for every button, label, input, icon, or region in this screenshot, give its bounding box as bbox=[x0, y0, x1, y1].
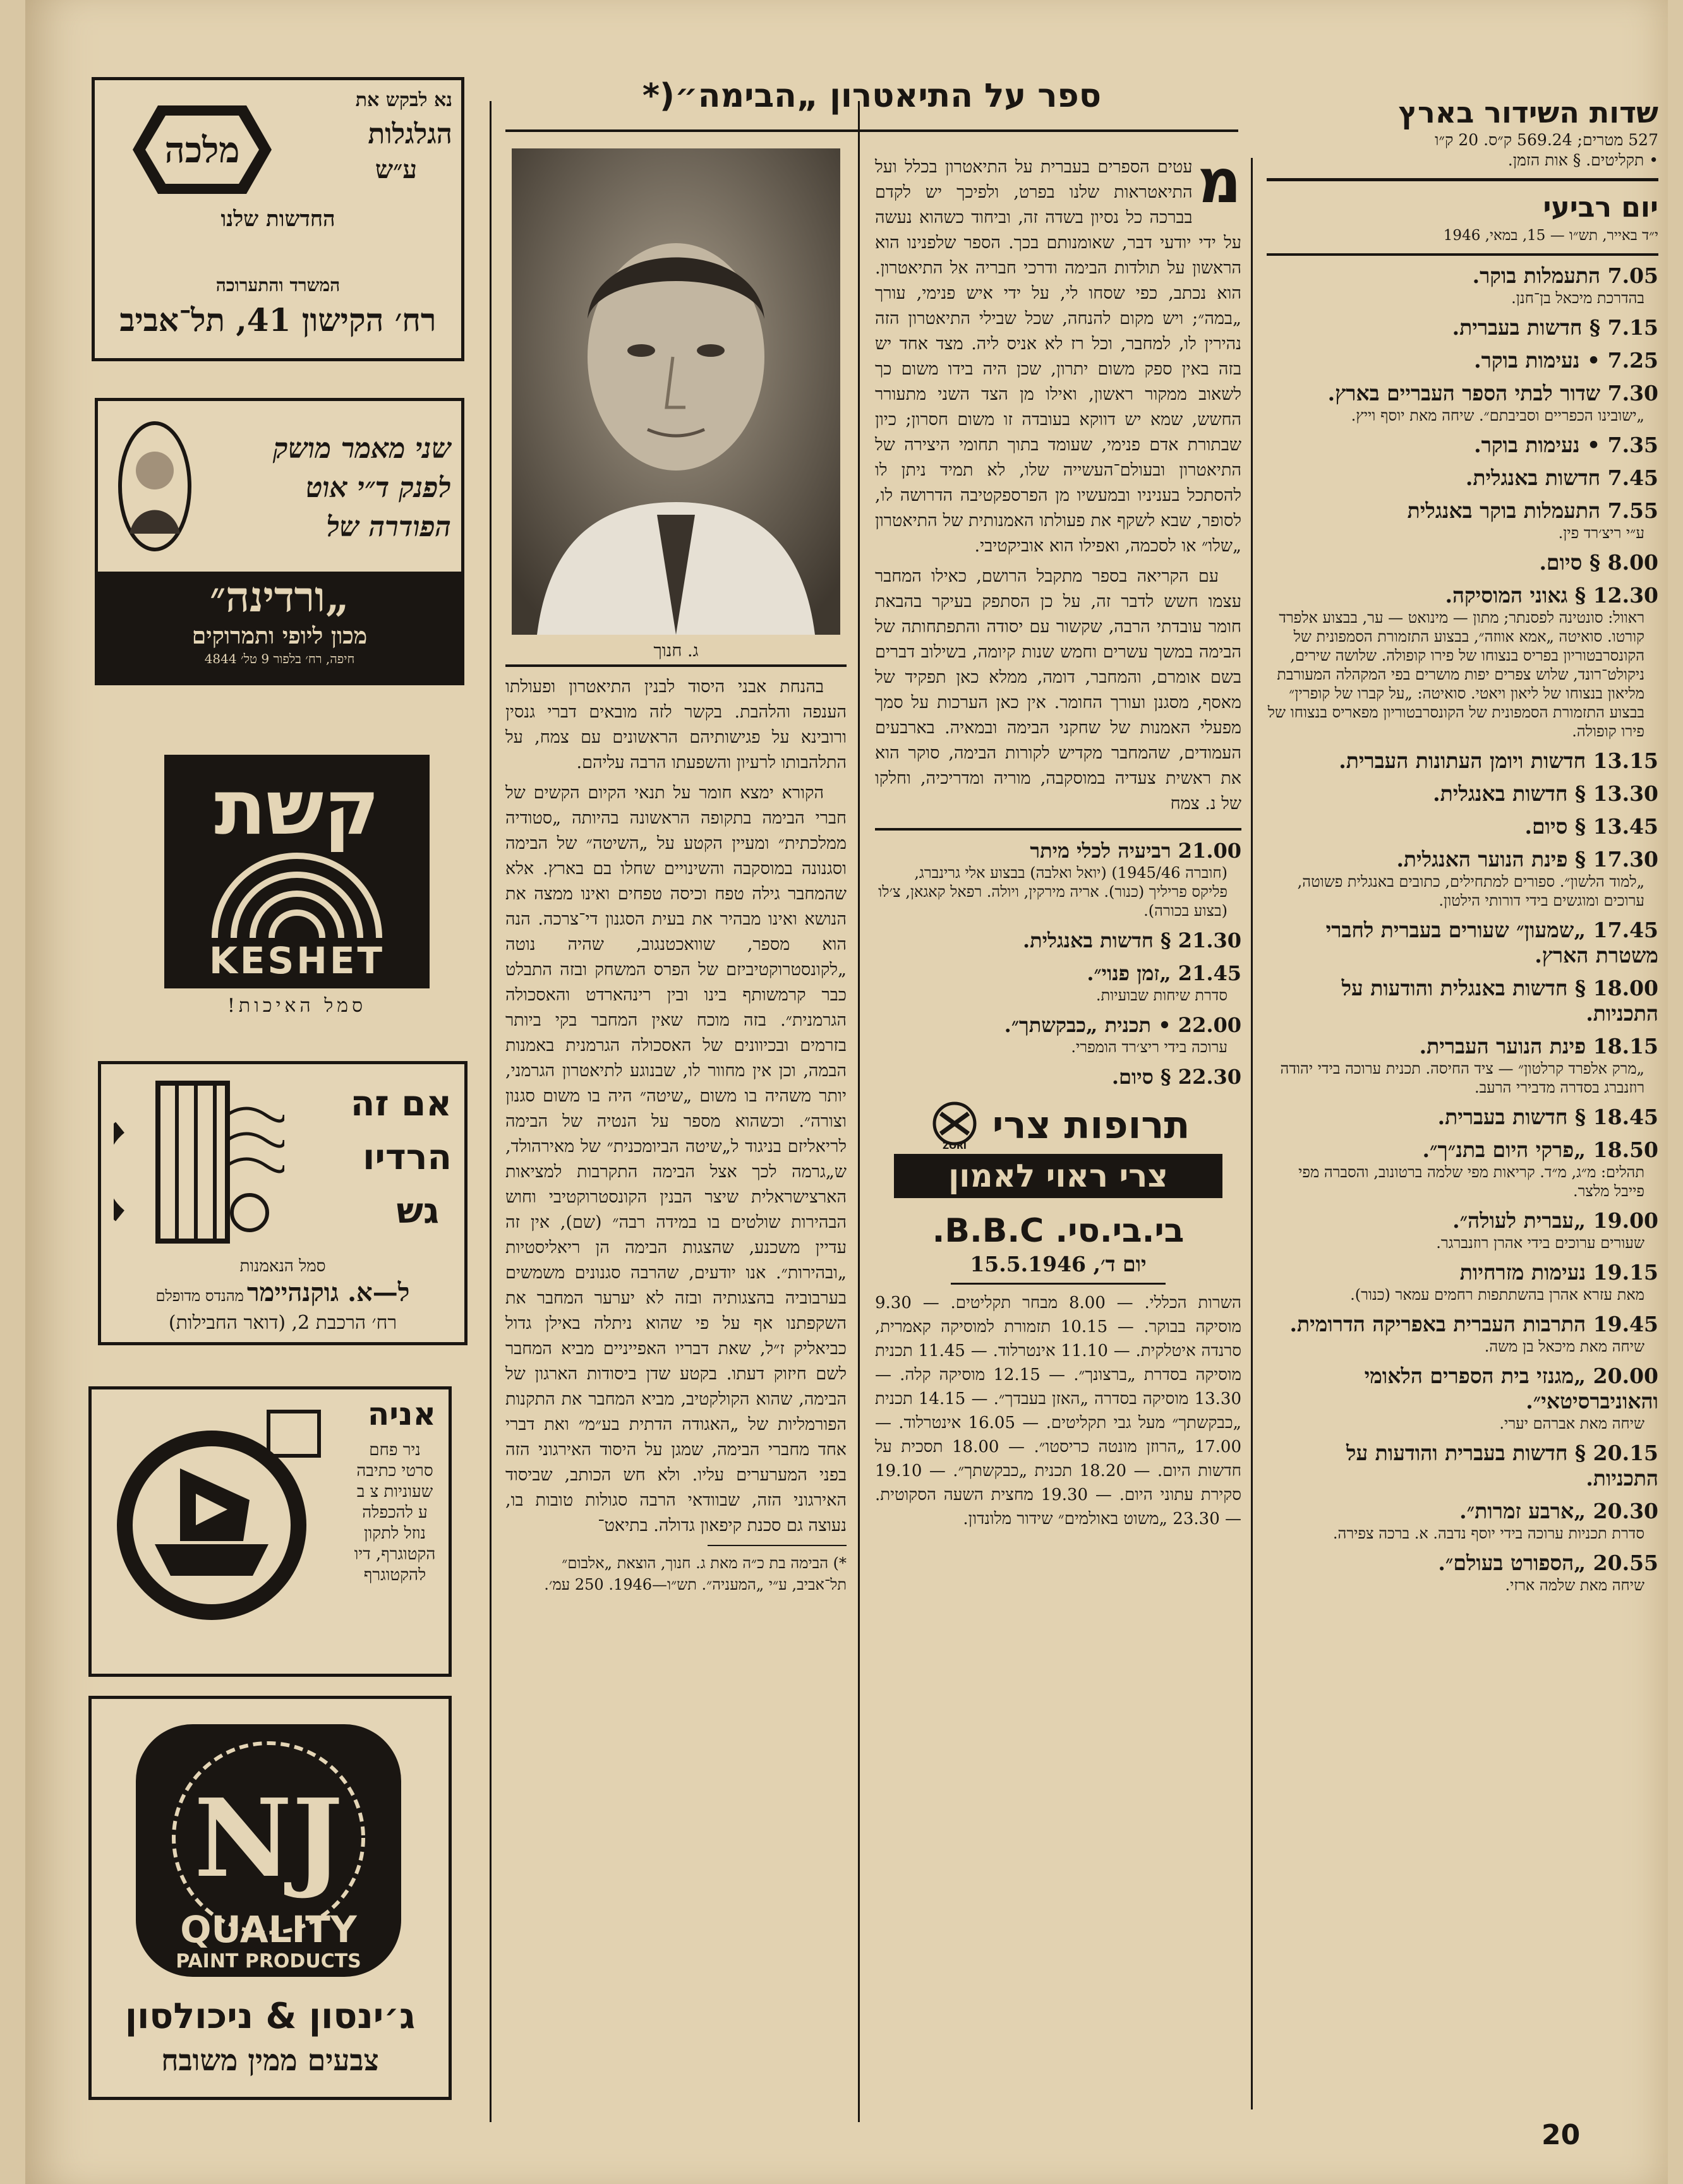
program-item bbox=[875, 961, 1241, 1005]
program-item bbox=[1267, 1137, 1658, 1201]
zori-logo-icon bbox=[927, 1101, 982, 1150]
schedule-title: שדות השידור בארץ bbox=[1398, 95, 1658, 129]
program-title: 20.30 „ארבע זמרות״. bbox=[1459, 1499, 1658, 1523]
zori-badge: ZORI bbox=[942, 1141, 967, 1150]
program-title: 17.30 § פינת הנוער האנגלית. bbox=[1396, 847, 1658, 872]
verdina-line1: שני מאמר מושק bbox=[273, 433, 451, 465]
verdina-line2: לפנק ד״י אוט bbox=[305, 472, 451, 504]
program-description: ע״י ריצ׳רד פין. bbox=[1558, 524, 1644, 542]
program-description: שיחה מאת מיכאל בן משה. bbox=[1484, 1338, 1644, 1355]
program-item bbox=[1267, 1260, 1658, 1304]
program-item bbox=[1267, 1551, 1658, 1595]
program-item bbox=[1267, 748, 1658, 774]
program-title: 22.30 § סיום. bbox=[1111, 1065, 1241, 1089]
schedule-column bbox=[1267, 95, 1658, 1595]
program-item bbox=[1267, 814, 1658, 839]
radio-icon bbox=[114, 1077, 284, 1254]
program-title: 7.35 • נעימות בוקר. bbox=[1474, 433, 1658, 457]
program-description: שיחה מאת אברהם יערי. bbox=[1499, 1415, 1644, 1432]
radio-line1: אם זה bbox=[350, 1083, 452, 1124]
program-description: „מרק אלפרד קרלטון״ — ציד החיסה. תכנית ערוכה בידי יהודה רוזנברג בסדרה מדבירי הרעב. bbox=[1280, 1060, 1644, 1096]
program-title: 7.30 שדור לבתי הספר העבריים בארץ. bbox=[1327, 381, 1658, 405]
malka-line1: נא לבקש את bbox=[355, 89, 452, 111]
radio-address: רח׳ הרכבת 2, (דואר החבילות) bbox=[168, 1312, 397, 1334]
program-title: 21.45 „זמן פנוי״. bbox=[1087, 961, 1241, 985]
program-item bbox=[1267, 263, 1658, 308]
malka-address: רח׳ הקישון 41, תל־אביב bbox=[119, 301, 437, 339]
radio-agency: סמל הנאמנות bbox=[239, 1257, 326, 1276]
program-item bbox=[1267, 918, 1658, 968]
program-title: 7.25 • נעימות בוקר. bbox=[1474, 348, 1658, 373]
quality-logo-icon bbox=[130, 1718, 407, 1983]
program-item bbox=[1267, 1208, 1658, 1252]
program-item bbox=[1267, 1499, 1658, 1543]
newspaper-page bbox=[25, 0, 1668, 2184]
article-para: הקורא ימצא חומר על תנאי הקיום הקשים של חברי הבימה בתקופה הראשונה בהיותה „סטודיה ממלכתית״ ומעיין הקטע על „השיטה״ של הבימה וסגנונה במוסקבה והשינויים שחלו בם בארץ. אלא שהמחבר גילה טפח וכיסה טפחים ואינו ממצה את הנושא ואינו מבהיר את בעית הסגנון די־צרכה. הנה הוא מספר, שוואכטנגוב, שהיה נוטה „לקונסטרוקטיביזם של הפרס המשחק ובזה התבלט כבר קרמשותף בינו ובין רינהארדט והאסכולה הגרמנית״. בזה מוכח שאין המחבר בקי ביותר בזרמים ובכיוונים של האסכולה הגרמנית באמנות הבמה, וכן אין מחוור לו, שבנוגע לתיאטרון הגרמני, יותר משהיה בו משום „שיטה״ היה בו משום סגנון וצורה״. וכשהוא מספר על הנטיה של הבימה לריאליזם בניגוד ל„שיטה הביומכנית״ של מאירהולד, ש„גרמה לכך אצל הבימה התקרבות למציאות הארצישראלית שיצר הבנין הקונסטרוקטיבי וחוש הבהירות שולטים בו במידה רבה״ (שם), אין זה עדיין משכנע, שהצגות הבימה הן ריאליסטיות „ובהירות״. אנו יודעים, שהרבה סגנונים משמשים בערבוביה בהצגותיה ובזה לא יערער המחבר את השקפתנו אף על פי שהוא ניתלה באילן גדול כביאליק ז״ל, שאת דבריו האפייניים מביא המחבר לשם חיזוק דעתו. בקטע שדן ביסודות הארגון של הבימה, שהוא הקולקטיב, מביא המחבר את התקנות הפורמליות של „האגודה הדתית בע״מ״ ואת דברי אחד מחברי הבימה, שמגן על היסוד האירגוני הזה בפני המערערים עליו. ולא חש הכותב, שביסוד האירגוני הזה, שבוודאי הרבה סגולות טובות בו, נעוצה גם סכנת קיפאון גדולה. בתיאט־ bbox=[505, 783, 847, 1535]
author-photo bbox=[512, 148, 840, 635]
quality-word: QUALITY bbox=[180, 1908, 357, 1951]
article-para: עם הקריאה בספר מתקבל הרושם, כאילו המחבר עצמו חשש לדבר זה, על כן הסתפק בעיקר בהבאת חומר עובדתי הרבה, שקשור עם יסודה והתפתחותה של הבימה במשך עשרים וחמש שנות קיומה, בשילוב דברים בשם אומרם, והמחבר, דומה, ממלא כאן תפקיד של מאסף, מסגנן ועורך החומר. אין כאן הערכות על סמך מפעלי האמנות של שחקני הבימה ובמאיה. בארבעים העמודים, שהמחבר מקדיש לקורות הבימה, סוקר הוא את ראשית צעדיה במוסקבה, מוריה ומדריכיה, וחלקו של נ. צמח bbox=[875, 567, 1241, 813]
zori-ad bbox=[875, 1101, 1241, 1198]
bbc-schedule: השרות הכללי. — 8.00 מבחר תקליטים. — 9.30 מוסיקה בבוקר. — 10.15 תזמורת למוסיקה קאמרית, סרנדה איטלקית. — 11.10 אינטרלוד. — 11.45 תכנית מוסיקה בסדרת „ברצונך״. — 12.15 מוסיקה קלה. — 13.30 מוסיקה בסדרה „האזן בעבדך״. — 14.15 תכנית „כבקשתך״ מעל גבי תקליטים. — 16.05 אינטרלוד. — 17.00 „הרוזן מונטה כריסטו״. — 18.00 תסכית על חדשות היום. — 18.20 תכנית „כבקשתך״. — 19.10 סקירת עתוני היום. — 19.30 מחצית השעה הסקוטית. — 23.30 „משוט באולמים״ שידור מלונדון. bbox=[875, 1293, 1242, 1528]
program-title: 13.30 § חדשות באנגלית. bbox=[1433, 781, 1658, 806]
program-title: 20.15 § חדשות בעברית והודעות על התכניות. bbox=[1346, 1441, 1658, 1491]
malka-logo-icon bbox=[120, 93, 284, 207]
program-title: 21.00 רביעיה לכלי מיתר bbox=[1030, 839, 1241, 863]
program-description: (חוברה 1945/46) (יואל ואלבה) בבצוע אלי גרינברג, פליקס פריליך (כנור). אריה מירקין, ויולה. רפאל קאגאן, צ׳לו (בצוע בכורה). bbox=[878, 864, 1228, 920]
program-title: 19.00 „עברית לעולה״. bbox=[1452, 1208, 1658, 1233]
program-description: מאת עזרא אהרן בהשתתפות רחמים עמאר (כנור). bbox=[1350, 1286, 1644, 1304]
program-title: 19.15 נעימות מזרחיות bbox=[1459, 1260, 1658, 1285]
verdina-banner bbox=[98, 572, 461, 682]
program-description: „למוד הלשון״. ספורים למתחילים, כתובים באנגלית פשוטה, ערוכים ומוגשים בידי דורותי הילטון. bbox=[1297, 873, 1644, 909]
program-title: 7.05 התעמלות בוקר. bbox=[1472, 263, 1658, 288]
ania-ad bbox=[88, 1386, 452, 1677]
radio-line2: הרדיו bbox=[363, 1137, 452, 1178]
program-description: סדרת תכניות ערוכה בידי יוסף נדבה. א. ברכה צפירה. bbox=[1332, 1525, 1644, 1542]
program-item bbox=[1267, 315, 1658, 340]
malka-line4: החדשות שלנו bbox=[220, 207, 335, 232]
radio-dealer-name: ל—א. גוקנהיימר bbox=[247, 1278, 410, 1307]
quality-company-name: ג׳ינסון & ניכולסון bbox=[124, 1996, 416, 2037]
verdina-sub: מכון ליופי ותמרוקים bbox=[191, 623, 368, 649]
program-description: ראוול: סונטינה לפסנתר; מתון — מינואט — ער, בבצוע אלפרד קורטו. סואיטה „אמא אווזה״, בבצוע התזמורת הסמפונית של הקונסרבטוריון בפריס בנצוחו של פירו קופולה. שלושה שירים, ניקולט־רונד, שלוש צפרים יפות מושרים בפי המקהלה המעורבת מליאון בנצוחו של ליאון ויאטי. סואיטה: „על קברו של קופרין״ בבצוע התזמורת הסמפונית של הקונסרבטוריון מפאריס בנצוחו של פירו קופולה. bbox=[1267, 609, 1644, 740]
malka-line2: הגלגלות bbox=[368, 118, 452, 150]
quality-monogram: NJ bbox=[194, 1775, 343, 1902]
keshet-hebrew: קשת bbox=[214, 764, 380, 852]
program-title: 17.45 „שמעון״ שעורים בעברית לחברי משטרת הארץ. bbox=[1325, 918, 1658, 968]
keshet-logo bbox=[164, 755, 430, 988]
program-item bbox=[1267, 781, 1658, 807]
malka-line5: המשרד והתערוכה bbox=[215, 275, 341, 296]
program-item bbox=[1267, 465, 1658, 491]
article-para: עטים הספרים בעברית על התיאטרון בכלל ועל התיאטראות שלנו בפרט, ולפיכך יש לקדם בברכה כל נסיון בשדה זה, וביחוד כשהוא נעשה על ידי יודעי דבר, שאומנותם בכך. הספר שלפנינו הוא הראשון על תולדות הבימה ודרכי חבריה אל התיאטרון. הוא נכתב, כפי שסחו לי, על ידי איש פנימי, עורך „במה״; ויש מקום להנחה, שכל שבילי התיאטרון הזה נהירין לו, למחבר, וכל רז לא אניס ליה. מצד אחד יש בזה באין ספק משום יתרון, שכן היה בידו משום כך לשאוב ממקור ראשון, ואילו מן הצד השני מתעורר החשש, שמא יש דווקא בעובדה זו משום חסרון; כיון שבתורת אדם פנימי, שעומד בתוך תחומי היצירה של התיאטרון ובעולם־העשייה שלו, לא תמיד ניתן לו להסתכל בעניניו ובמעשיו מן הפרספקטיבה הדרושה לו, לסופר, שבא לשקף את פעולתו האמנותית של התיאטרון „שלו״ או לסכמה, ואפילו הוא אוביקטיבי. bbox=[875, 157, 1241, 556]
program-item bbox=[1267, 1105, 1658, 1130]
dropcap: מ bbox=[1197, 146, 1241, 217]
program-title: 21.30 § חדשות באנגלית. bbox=[1023, 928, 1241, 952]
program-item bbox=[1267, 1364, 1658, 1433]
program-item bbox=[1267, 1441, 1658, 1491]
ania-text: ניר פחם סרטי כתיבה שעוניות צ ב ע להכפלה נוזל לתקון הקטוגרף, דיו להקטוגרף bbox=[354, 1441, 436, 1585]
program-item bbox=[1267, 433, 1658, 458]
radio-ad bbox=[98, 1061, 468, 1345]
malka-ad bbox=[92, 77, 464, 361]
page-number: 20 bbox=[1541, 2119, 1581, 2151]
keshet-english: KESHET bbox=[208, 939, 385, 982]
program-description: סדרת שיחות שבועיות. bbox=[1095, 987, 1228, 1004]
program-item bbox=[1267, 1034, 1658, 1097]
program-list bbox=[1267, 263, 1658, 1595]
article-column-2 bbox=[875, 146, 1242, 1531]
program-item bbox=[1267, 550, 1658, 575]
program-item bbox=[1267, 976, 1658, 1026]
program-title: 20.55 „הספורט בעולם״. bbox=[1438, 1551, 1658, 1575]
program-title: 8.00 § סיום. bbox=[1539, 550, 1658, 575]
keshet-slogan: סמל האיכות! bbox=[227, 995, 367, 1017]
program-title: 20.00 „מגנזי בית הספרים הלאומי והאוניברסיטאי״. bbox=[1364, 1364, 1658, 1413]
program-item bbox=[1267, 1312, 1658, 1356]
program-item bbox=[1267, 847, 1658, 910]
bbc-date: יום ד׳, 15.5.1946 bbox=[970, 1252, 1147, 1276]
zori-slogan: צרי ראוי לאמון bbox=[894, 1154, 1222, 1198]
program-item bbox=[1267, 381, 1658, 425]
program-description: תהלים: מ״ג, מ״ד. קריאות מפי שלמה ברטונוב, והסברה מפי פייבל מלצר. bbox=[1298, 1163, 1644, 1200]
radio-dealer-role: מהנדס מדופלם bbox=[155, 1287, 244, 1305]
schedule-date: י״ד באייר, תש״ו — 15, במאי, 1946 bbox=[1443, 227, 1658, 244]
schedule-frequency: 527 מטרים; 569.24 ק״ס. 20 ק״ו bbox=[1435, 131, 1658, 149]
program-item bbox=[875, 838, 1241, 920]
quality-tagline: צבעים ממין משובח bbox=[161, 2043, 379, 2077]
program-description: בהדרכת מיכאל בן־חנן. bbox=[1511, 289, 1644, 307]
ania-title: אניה bbox=[367, 1396, 436, 1432]
ship-logo-icon bbox=[111, 1405, 332, 1626]
article-column-3 bbox=[505, 148, 847, 1595]
malka-line3: ע״ש bbox=[375, 155, 417, 184]
program-item bbox=[875, 1064, 1241, 1089]
program-description: ערוכה בידי ריצ׳רד הומפרי. bbox=[1071, 1038, 1228, 1056]
schedule-legend: • תקליטים. § אות הזמן. bbox=[1507, 151, 1658, 169]
verdina-ad bbox=[95, 398, 464, 685]
bbc-title: בי.בי.סי. B.B.C. bbox=[932, 1212, 1185, 1250]
verdina-brand: „ורדינה״ bbox=[210, 572, 349, 621]
keshet-ad bbox=[107, 742, 461, 1033]
rainbow-icon bbox=[202, 843, 392, 938]
program-title: 7.55 התעמלות בוקר באנגלית bbox=[1407, 498, 1658, 523]
program-title: 7.15 § חדשות בעברית. bbox=[1452, 315, 1658, 340]
zori-title: תרופות צרי bbox=[992, 1103, 1190, 1148]
program-title: 18.15 פינת הנוער העברית. bbox=[1419, 1034, 1658, 1059]
program-item bbox=[1267, 348, 1658, 373]
program-title: 13.45 § סיום. bbox=[1524, 814, 1658, 839]
malka-brand: מלכה bbox=[164, 129, 240, 171]
verdina-address: חיפה, רח׳ בלפור 9 טל׳ 4844 bbox=[204, 651, 355, 666]
program-title: 18.00 § חדשות באנגלית והודעות על התכניות. bbox=[1341, 976, 1658, 1026]
verdina-line3: הפודרה של bbox=[326, 511, 451, 543]
program-title: 18.50 „פרקי היום בתנ״ך״. bbox=[1422, 1137, 1658, 1162]
photo-caption: ג. חנוך bbox=[653, 641, 699, 661]
program-description: שעורים ערוכים בידי אהרן רוזנברגר. bbox=[1436, 1234, 1644, 1252]
program-item bbox=[1267, 498, 1658, 543]
quality-paint-ad bbox=[88, 1696, 452, 2100]
program-title: 22.00 • תכנית „כבקשתך״. bbox=[1004, 1013, 1241, 1037]
article-title: ספר על התיאטרון „הבימה״(* bbox=[642, 77, 1102, 115]
schedule-day: יום רביעי bbox=[1543, 191, 1658, 224]
article-para: בהנחת אבני היסוד לבנין התיאטרון ופעולתו הענפה והלהבת. בקשר לזה מובאים דברי גנסין ורובינא על פגישותיהם הראשונים עם צמח, על התלהבותו לרעיון והשפעתו הרבה עליהם. bbox=[505, 677, 847, 772]
program-title: 13.15 חדשות ויומן העתונות העברית. bbox=[1339, 748, 1658, 773]
lady-cameo-icon bbox=[117, 420, 193, 553]
bbc-section bbox=[875, 1211, 1241, 1531]
program-description: שיחה מאת שלמה ארזי. bbox=[1505, 1576, 1644, 1594]
program-item bbox=[875, 1012, 1241, 1057]
article-body-3 bbox=[505, 675, 847, 1539]
program-description: „ישובינו הכפריים וסביבתם״. שיחה מאת יוסף וייץ. bbox=[1351, 407, 1644, 424]
program-title: 7.45 חדשות באנגלית. bbox=[1465, 465, 1658, 490]
paint-products-word: PAINT PRODUCTS bbox=[176, 1950, 361, 1972]
program-item bbox=[875, 928, 1241, 953]
program-item bbox=[1267, 583, 1658, 741]
radio-line3: גש bbox=[396, 1191, 439, 1232]
footnote: *) הבימה בת כ״ה מאת ג. חנוך, הוצאת „אלבום״ תל־אביב, ע״י „המעניה״. תש״ו—1946. 250 עמ׳. bbox=[544, 1554, 847, 1593]
program-title: 19.45 התרבות העברית באפריקה הדרומית. bbox=[1289, 1312, 1658, 1336]
article-body-2 bbox=[875, 146, 1241, 817]
evening-program-list bbox=[875, 838, 1241, 1089]
program-title: 12.30 § גאוני המוסיקה. bbox=[1445, 583, 1658, 608]
program-title: 18.45 § חדשות בעברית. bbox=[1437, 1105, 1658, 1129]
